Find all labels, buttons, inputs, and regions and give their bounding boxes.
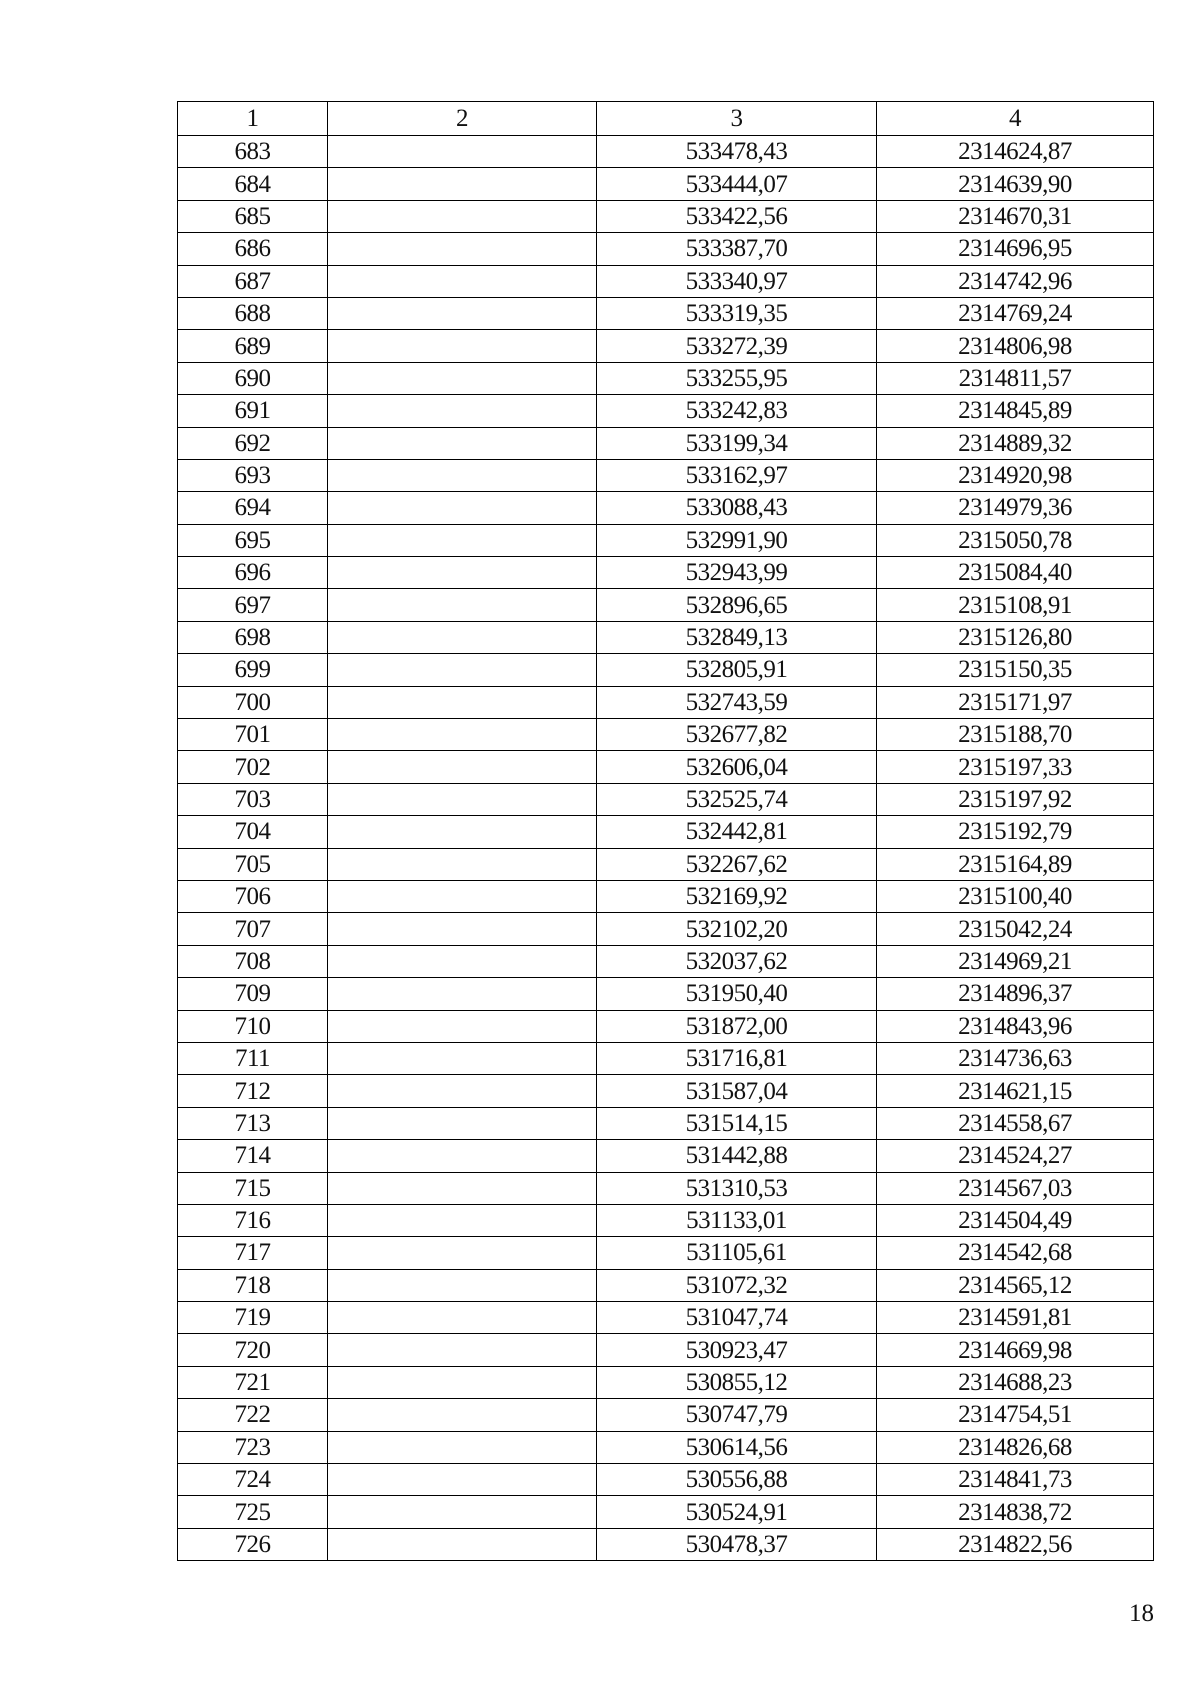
description-cell	[328, 1399, 597, 1431]
point-number-cell: 719	[178, 1302, 328, 1334]
point-number-cell: 695	[178, 524, 328, 556]
x-coordinate-cell: 532849,13	[597, 621, 877, 653]
y-coordinate-cell: 2315108,91	[877, 589, 1154, 621]
description-cell	[328, 1204, 597, 1236]
table-row	[178, 1366, 1154, 1398]
point-number-cell: 706	[178, 880, 328, 912]
point-number-cell: 702	[178, 751, 328, 783]
point-number-cell: 718	[178, 1269, 328, 1301]
table-row	[178, 1496, 1154, 1528]
y-coordinate-cell: 2314920,98	[877, 459, 1154, 491]
y-coordinate-cell: 2314670,31	[877, 200, 1154, 232]
point-number-cell: 716	[178, 1204, 328, 1236]
x-coordinate-cell: 533387,70	[597, 233, 877, 265]
table-row	[178, 1107, 1154, 1139]
description-cell	[328, 751, 597, 783]
y-coordinate-cell: 2315164,89	[877, 848, 1154, 880]
x-coordinate-cell: 531047,74	[597, 1302, 877, 1334]
point-number-cell: 699	[178, 654, 328, 686]
y-coordinate-cell: 2314621,15	[877, 1075, 1154, 1107]
x-coordinate-cell: 532169,92	[597, 880, 877, 912]
table-row	[178, 1075, 1154, 1107]
point-number-cell: 705	[178, 848, 328, 880]
table-body	[178, 136, 1154, 1561]
y-coordinate-cell: 2314624,87	[877, 136, 1154, 168]
y-coordinate-cell: 2314504,49	[877, 1204, 1154, 1236]
y-coordinate-cell: 2315042,24	[877, 913, 1154, 945]
description-cell	[328, 1431, 597, 1463]
description-cell	[328, 395, 597, 427]
x-coordinate-cell: 531310,53	[597, 1172, 877, 1204]
y-coordinate-cell: 2314811,57	[877, 362, 1154, 394]
table-row	[178, 136, 1154, 168]
description-cell	[328, 880, 597, 912]
table-row	[178, 978, 1154, 1010]
x-coordinate-cell: 532991,90	[597, 524, 877, 556]
x-coordinate-cell: 531072,32	[597, 1269, 877, 1301]
point-number-cell: 698	[178, 621, 328, 653]
y-coordinate-cell: 2315192,79	[877, 816, 1154, 848]
y-coordinate-cell: 2314838,72	[877, 1496, 1154, 1528]
y-coordinate-cell: 2314826,68	[877, 1431, 1154, 1463]
description-cell	[328, 1010, 597, 1042]
y-coordinate-cell: 2314979,36	[877, 492, 1154, 524]
point-number-cell: 684	[178, 168, 328, 200]
table-row	[178, 1204, 1154, 1236]
header-cell-y-coordinate: 4	[877, 102, 1154, 136]
description-cell	[328, 1172, 597, 1204]
table-row	[178, 1010, 1154, 1042]
y-coordinate-cell: 2314639,90	[877, 168, 1154, 200]
table-row	[178, 362, 1154, 394]
y-coordinate-cell: 2314754,51	[877, 1399, 1154, 1431]
point-number-cell: 701	[178, 719, 328, 751]
description-cell	[328, 427, 597, 459]
point-number-cell: 689	[178, 330, 328, 362]
table-row	[178, 297, 1154, 329]
table-row	[178, 524, 1154, 556]
description-cell	[328, 136, 597, 168]
x-coordinate-cell: 533162,97	[597, 459, 877, 491]
description-cell	[328, 1366, 597, 1398]
table-row	[178, 1302, 1154, 1334]
y-coordinate-cell: 2315197,92	[877, 783, 1154, 815]
y-coordinate-cell: 2315050,78	[877, 524, 1154, 556]
description-cell	[328, 621, 597, 653]
y-coordinate-cell: 2315084,40	[877, 557, 1154, 589]
x-coordinate-cell: 530478,37	[597, 1528, 877, 1560]
table-row	[178, 233, 1154, 265]
x-coordinate-cell: 531950,40	[597, 978, 877, 1010]
header-row	[178, 102, 1154, 136]
table-row	[178, 1334, 1154, 1366]
description-cell	[328, 362, 597, 394]
y-coordinate-cell: 2315100,40	[877, 880, 1154, 912]
description-cell	[328, 913, 597, 945]
point-number-cell: 712	[178, 1075, 328, 1107]
point-number-cell: 694	[178, 492, 328, 524]
description-cell	[328, 686, 597, 718]
x-coordinate-cell: 533444,07	[597, 168, 877, 200]
point-number-cell: 704	[178, 816, 328, 848]
point-number-cell: 697	[178, 589, 328, 621]
y-coordinate-cell: 2315126,80	[877, 621, 1154, 653]
description-cell	[328, 297, 597, 329]
point-number-cell: 693	[178, 459, 328, 491]
y-coordinate-cell: 2315188,70	[877, 719, 1154, 751]
x-coordinate-cell: 530855,12	[597, 1366, 877, 1398]
y-coordinate-cell: 2314524,27	[877, 1140, 1154, 1172]
description-cell	[328, 816, 597, 848]
x-coordinate-cell: 532943,99	[597, 557, 877, 589]
table-row	[178, 1042, 1154, 1074]
y-coordinate-cell: 2314669,98	[877, 1334, 1154, 1366]
x-coordinate-cell: 533422,56	[597, 200, 877, 232]
table-row	[178, 848, 1154, 880]
y-coordinate-cell: 2314558,67	[877, 1107, 1154, 1139]
point-number-cell: 687	[178, 265, 328, 297]
table-row	[178, 395, 1154, 427]
x-coordinate-cell: 533255,95	[597, 362, 877, 394]
point-number-cell: 683	[178, 136, 328, 168]
description-cell	[328, 200, 597, 232]
y-coordinate-cell: 2314591,81	[877, 1302, 1154, 1334]
x-coordinate-cell: 532896,65	[597, 589, 877, 621]
header-cell-description: 2	[328, 102, 597, 136]
point-number-cell: 720	[178, 1334, 328, 1366]
x-coordinate-cell: 530556,88	[597, 1464, 877, 1496]
table-row	[178, 880, 1154, 912]
description-cell	[328, 1334, 597, 1366]
x-coordinate-cell: 533319,35	[597, 297, 877, 329]
y-coordinate-cell: 2314565,12	[877, 1269, 1154, 1301]
x-coordinate-cell: 530614,56	[597, 1431, 877, 1463]
table-row	[178, 557, 1154, 589]
description-cell	[328, 1042, 597, 1074]
table-row	[178, 1528, 1154, 1560]
point-number-cell: 710	[178, 1010, 328, 1042]
description-cell	[328, 1302, 597, 1334]
y-coordinate-cell: 2314742,96	[877, 265, 1154, 297]
y-coordinate-cell: 2315150,35	[877, 654, 1154, 686]
x-coordinate-cell: 530524,91	[597, 1496, 877, 1528]
x-coordinate-cell: 531872,00	[597, 1010, 877, 1042]
description-cell	[328, 557, 597, 589]
point-number-cell: 724	[178, 1464, 328, 1496]
description-cell	[328, 233, 597, 265]
table-row	[178, 751, 1154, 783]
table-row	[178, 330, 1154, 362]
description-cell	[328, 1528, 597, 1560]
y-coordinate-cell: 2314769,24	[877, 297, 1154, 329]
description-cell	[328, 1140, 597, 1172]
point-number-cell: 721	[178, 1366, 328, 1398]
description-cell	[328, 848, 597, 880]
header-cell-point-number: 1	[178, 102, 328, 136]
description-cell	[328, 1107, 597, 1139]
table-row	[178, 719, 1154, 751]
point-number-cell: 717	[178, 1237, 328, 1269]
coordinates-table	[177, 101, 1154, 1561]
table-row	[178, 168, 1154, 200]
point-number-cell: 691	[178, 395, 328, 427]
point-number-cell: 714	[178, 1140, 328, 1172]
header-cell-x-coordinate: 3	[597, 102, 877, 136]
x-coordinate-cell: 532442,81	[597, 816, 877, 848]
description-cell	[328, 654, 597, 686]
x-coordinate-cell: 533088,43	[597, 492, 877, 524]
y-coordinate-cell: 2314896,37	[877, 978, 1154, 1010]
point-number-cell: 722	[178, 1399, 328, 1431]
y-coordinate-cell: 2314567,03	[877, 1172, 1154, 1204]
x-coordinate-cell: 532037,62	[597, 945, 877, 977]
x-coordinate-cell: 532743,59	[597, 686, 877, 718]
description-cell	[328, 459, 597, 491]
description-cell	[328, 330, 597, 362]
y-coordinate-cell: 2314969,21	[877, 945, 1154, 977]
table-row	[178, 816, 1154, 848]
point-number-cell: 685	[178, 200, 328, 232]
point-number-cell: 708	[178, 945, 328, 977]
y-coordinate-cell: 2314841,73	[877, 1464, 1154, 1496]
table-row	[178, 1399, 1154, 1431]
point-number-cell: 700	[178, 686, 328, 718]
description-cell	[328, 978, 597, 1010]
point-number-cell: 713	[178, 1107, 328, 1139]
table-row	[178, 621, 1154, 653]
description-cell	[328, 1075, 597, 1107]
x-coordinate-cell: 531716,81	[597, 1042, 877, 1074]
table-row	[178, 654, 1154, 686]
description-cell	[328, 719, 597, 751]
x-coordinate-cell: 531133,01	[597, 1204, 877, 1236]
point-number-cell: 707	[178, 913, 328, 945]
y-coordinate-cell: 2314845,89	[877, 395, 1154, 427]
y-coordinate-cell: 2314736,63	[877, 1042, 1154, 1074]
y-coordinate-cell: 2314889,32	[877, 427, 1154, 459]
table-row	[178, 1140, 1154, 1172]
description-cell	[328, 524, 597, 556]
description-cell	[328, 492, 597, 524]
table-row	[178, 913, 1154, 945]
point-number-cell: 703	[178, 783, 328, 815]
y-coordinate-cell: 2314696,95	[877, 233, 1154, 265]
description-cell	[328, 1464, 597, 1496]
x-coordinate-cell: 532677,82	[597, 719, 877, 751]
y-coordinate-cell: 2314688,23	[877, 1366, 1154, 1398]
description-cell	[328, 945, 597, 977]
point-number-cell: 696	[178, 557, 328, 589]
x-coordinate-cell: 531514,15	[597, 1107, 877, 1139]
x-coordinate-cell: 532267,62	[597, 848, 877, 880]
x-coordinate-cell: 532805,91	[597, 654, 877, 686]
y-coordinate-cell: 2314843,96	[877, 1010, 1154, 1042]
table-row	[178, 459, 1154, 491]
table-row	[178, 492, 1154, 524]
point-number-cell: 686	[178, 233, 328, 265]
description-cell	[328, 589, 597, 621]
x-coordinate-cell: 530923,47	[597, 1334, 877, 1366]
point-number-cell: 725	[178, 1496, 328, 1528]
x-coordinate-cell: 530747,79	[597, 1399, 877, 1431]
table-row	[178, 1237, 1154, 1269]
y-coordinate-cell: 2314822,56	[877, 1528, 1154, 1560]
table-row	[178, 200, 1154, 232]
page-number: 18	[1129, 1600, 1154, 1627]
x-coordinate-cell: 533199,34	[597, 427, 877, 459]
table-row	[178, 265, 1154, 297]
x-coordinate-cell: 531105,61	[597, 1237, 877, 1269]
x-coordinate-cell: 533272,39	[597, 330, 877, 362]
x-coordinate-cell: 533340,97	[597, 265, 877, 297]
point-number-cell: 688	[178, 297, 328, 329]
x-coordinate-cell: 531587,04	[597, 1075, 877, 1107]
table-row	[178, 783, 1154, 815]
table-header	[178, 102, 1154, 136]
description-cell	[328, 168, 597, 200]
table-row	[178, 686, 1154, 718]
point-number-cell: 692	[178, 427, 328, 459]
x-coordinate-cell: 533478,43	[597, 136, 877, 168]
description-cell	[328, 1269, 597, 1301]
table-row	[178, 945, 1154, 977]
point-number-cell: 709	[178, 978, 328, 1010]
table-row	[178, 1431, 1154, 1463]
point-number-cell: 715	[178, 1172, 328, 1204]
x-coordinate-cell: 531442,88	[597, 1140, 877, 1172]
x-coordinate-cell: 532606,04	[597, 751, 877, 783]
x-coordinate-cell: 533242,83	[597, 395, 877, 427]
y-coordinate-cell: 2314806,98	[877, 330, 1154, 362]
point-number-cell: 723	[178, 1431, 328, 1463]
table-row	[178, 427, 1154, 459]
y-coordinate-cell: 2315171,97	[877, 686, 1154, 718]
x-coordinate-cell: 532102,20	[597, 913, 877, 945]
x-coordinate-cell: 532525,74	[597, 783, 877, 815]
table-row	[178, 1172, 1154, 1204]
table-row	[178, 1464, 1154, 1496]
table-row	[178, 1269, 1154, 1301]
point-number-cell: 690	[178, 362, 328, 394]
y-coordinate-cell: 2314542,68	[877, 1237, 1154, 1269]
description-cell	[328, 265, 597, 297]
description-cell	[328, 1496, 597, 1528]
description-cell	[328, 783, 597, 815]
point-number-cell: 726	[178, 1528, 328, 1560]
description-cell	[328, 1237, 597, 1269]
table-row	[178, 589, 1154, 621]
point-number-cell: 711	[178, 1042, 328, 1074]
y-coordinate-cell: 2315197,33	[877, 751, 1154, 783]
